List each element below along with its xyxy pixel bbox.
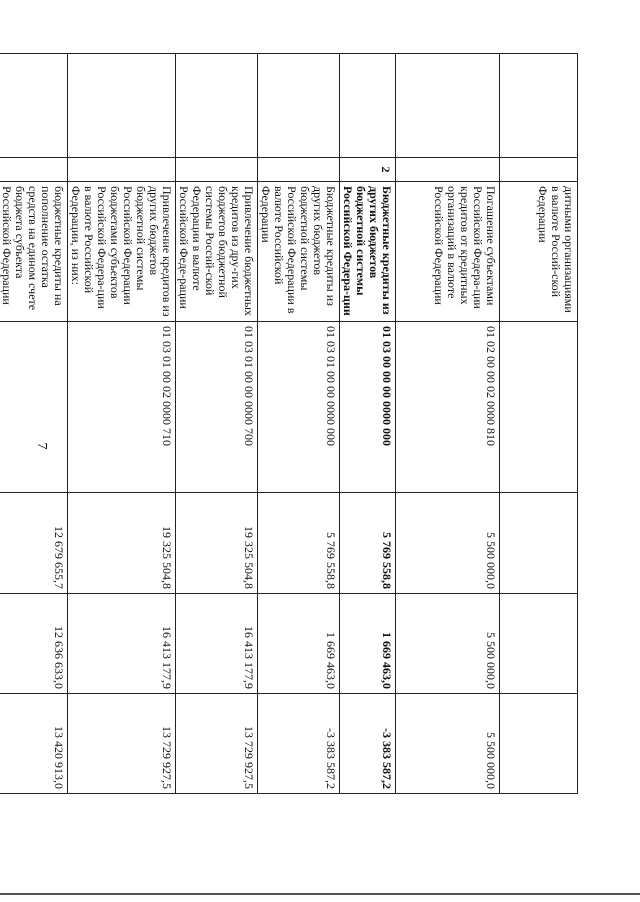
row-index-cell: 2 bbox=[340, 158, 396, 182]
table-row bbox=[396, 54, 500, 794]
row-index-cell bbox=[258, 158, 340, 182]
page-number: 7 bbox=[34, 442, 49, 450]
table-row bbox=[0, 54, 68, 794]
row-name-cell: Привлечение бюджетных кредитов из дру-гих бюджетов бюджетной системы Россий-ской Федерации в валюте Российской Феде-рации bbox=[176, 182, 258, 322]
table-row bbox=[500, 54, 578, 794]
value-cell-2: 5 500 000,0 bbox=[396, 594, 500, 694]
table-row bbox=[176, 54, 258, 794]
row-name-cell: бюджетные кредиты на пополнение остатка средств на едином счете бюджета субъекта Российской Федерации bbox=[0, 182, 68, 322]
margin-cell bbox=[176, 54, 258, 158]
value-cell-2 bbox=[500, 594, 578, 694]
value-cell-3: 13 729 927,5 bbox=[176, 694, 258, 794]
value-cell-1: 12 679 655,7 bbox=[0, 493, 68, 594]
budget-code-cell: 01 02 00 00 02 0000 810 bbox=[396, 322, 500, 493]
value-cell-3 bbox=[500, 694, 578, 794]
scan-edge-line bbox=[0, 893, 640, 895]
budget-code-cell: 01 03 01 00 02 0000 710 bbox=[68, 322, 176, 493]
table-row bbox=[258, 54, 340, 794]
value-cell-1: 5 769 558,8 bbox=[258, 493, 340, 594]
value-cell-2: 12 636 633,0 bbox=[0, 594, 68, 694]
value-cell-3: -3 383 587,2 bbox=[258, 694, 340, 794]
margin-cell bbox=[258, 54, 340, 158]
value-cell-2: 1 669 463,0 bbox=[340, 594, 396, 694]
budget-code-cell: 01 03 00 00 00 0000 000 bbox=[340, 322, 396, 493]
margin-cell bbox=[340, 54, 396, 158]
row-name-cell: Бюджетные кредиты из других бюджетов бюджетной системы Российской Федерации в валюте Российской Федерации bbox=[258, 182, 340, 322]
value-cell-1: 19 325 504,8 bbox=[176, 493, 258, 594]
table-row bbox=[68, 54, 176, 794]
value-cell-2: 1 669 463,0 bbox=[258, 594, 340, 694]
value-cell-3: 13 729 927,5 bbox=[68, 694, 176, 794]
margin-cell bbox=[0, 54, 68, 158]
value-cell-3: 5 500 000,0 bbox=[396, 694, 500, 794]
budget-code-cell: 01 03 01 00 00 0000 000 bbox=[258, 322, 340, 493]
row-name-cell: дитными организациями в валюте Россий-ской Федерации bbox=[500, 182, 578, 322]
margin-cell bbox=[500, 54, 578, 158]
margin-cell bbox=[68, 54, 176, 158]
value-cell-1: 19 325 504,8 bbox=[68, 493, 176, 594]
table-row bbox=[340, 54, 396, 794]
budget-code-cell bbox=[0, 322, 68, 493]
value-cell-3: 13 420 913,0 bbox=[0, 694, 68, 794]
row-index-cell bbox=[0, 158, 68, 182]
row-name-cell: Погашение субъектами Российской Федера-ции кредитов от кредитных организаций в валюте Российской Федерации bbox=[396, 182, 500, 322]
budget-code-cell bbox=[500, 322, 578, 493]
value-cell-2: 16 413 177,9 bbox=[176, 594, 258, 694]
value-cell-1: 5 769 558,8 bbox=[340, 493, 396, 594]
row-name-cell: Бюджетные кредиты из других бюджетов бюджетной системы Российской Федера-ции bbox=[340, 182, 396, 322]
row-index-cell bbox=[396, 158, 500, 182]
value-cell-2: 16 413 177,9 bbox=[68, 594, 176, 694]
value-cell-3: -3 383 587,2 bbox=[340, 694, 396, 794]
margin-cell bbox=[396, 54, 500, 158]
row-index-cell bbox=[500, 158, 578, 182]
rotated-table-container bbox=[0, 53, 578, 793]
value-cell-1 bbox=[500, 493, 578, 594]
budget-sources-table bbox=[0, 53, 578, 794]
budget-code-cell: 01 03 01 00 00 0000 700 bbox=[176, 322, 258, 493]
row-index-cell bbox=[176, 158, 258, 182]
row-index-cell bbox=[68, 158, 176, 182]
value-cell-1: 5 500 000,0 bbox=[396, 493, 500, 594]
row-name-cell: Привлечение кредитов из других бюджетов бюджетной системы Российской Федерации бюджетами субъектов Российской Федера-ции в валюте Российской Федерации, из них: bbox=[68, 182, 176, 322]
